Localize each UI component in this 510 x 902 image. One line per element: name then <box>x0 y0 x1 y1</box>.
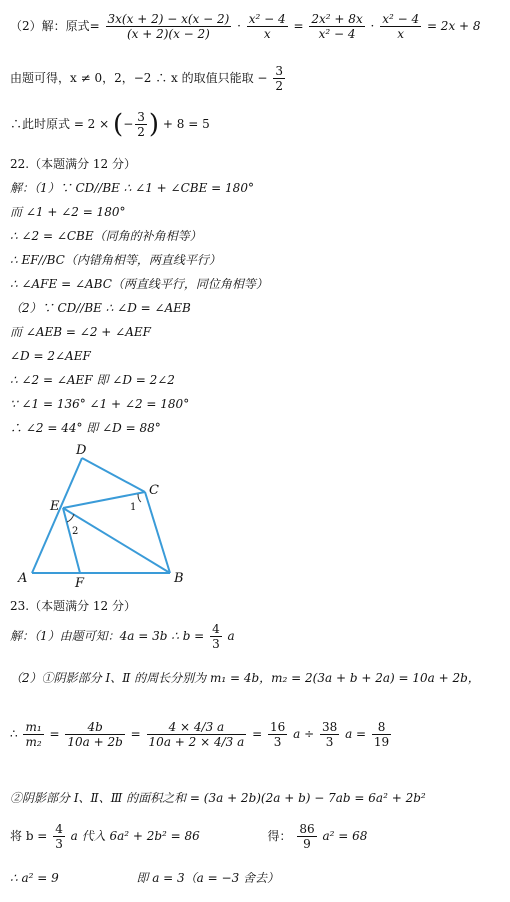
q22-title: 22.（本题满分 12 分） <box>10 157 136 171</box>
substitute-fraction: $\frac{4}{3}$ <box>55 822 63 851</box>
q23-part1-fraction: $\frac{4}{3}$ <box>212 622 220 651</box>
multiply-dot: · <box>237 19 241 33</box>
q22-line-3: ∴ ∠2 = ∠CBE（同角的补角相等） <box>10 229 202 243</box>
equals-sign: = <box>293 19 304 33</box>
label-angle-2: 2 <box>72 526 79 537</box>
ratio-fraction-5: $\frac{38}{3}$ <box>321 720 338 749</box>
fraction-1: $\frac{3x(x + 2) - x(x - 2)}{(x + 2)(x - 2)}$ <box>107 12 230 41</box>
q22-line-8: ∠D = 2∠AEF <box>10 349 91 363</box>
angle-1-arc <box>138 494 141 502</box>
q23-perimeter-line: （2）①阴影部分 Ⅰ、Ⅱ 的周长分别为 m₁ = 4b，m₂ = 2(3a + b + 2a) = 10a + 2b， <box>10 671 480 685</box>
result-label: 得： <box>267 829 292 843</box>
label-D: D <box>76 443 87 458</box>
substitute-prefix: 将 b = <box>10 829 48 843</box>
label-F: F <box>75 576 85 588</box>
evaluation-tail: + 8 = 5 <box>162 117 210 131</box>
condition-fraction: $\frac{3}{2}$ <box>275 64 283 93</box>
label-B: B <box>174 571 184 586</box>
geometry-figure <box>10 440 210 588</box>
q23-part1-text: 解：（1）由题可知：4a = 3b ∴ b = <box>10 629 205 643</box>
ratio-fraction-2: $\frac{4b}{10a + 2b}$ <box>67 720 123 749</box>
ratio-fraction-4: $\frac{16}{3}$ <box>269 720 286 749</box>
q22-line-10: ∵ ∠1 = 136° ∠1 + ∠2 = 180° <box>10 397 190 411</box>
ratio-equals-1: = <box>49 727 60 741</box>
q22-line-7: 而 ∠AEB = ∠2 + ∠AEF <box>10 325 151 339</box>
fraction-2: $\frac{\text{x² − 4}}{x}$ <box>248 12 286 41</box>
q21-condition <box>10 60 287 96</box>
therefore-sign: ∴ <box>10 727 18 741</box>
ratio-fraction-1: $\frac{\text{m₁}}{\text{m₂}}$ <box>25 720 42 749</box>
fraction-3: $\frac{\text{2x² + 8x}}{\text{x² − 4}}$ <box>311 12 363 41</box>
ratio-fraction-3: $\frac{4 \times 4/3 a}{10a + 2 \times 4/3 a}$ <box>148 720 245 749</box>
q22-line-1: 解：（1）∵ CD//BE ∴ ∠1 + ∠CBE = 180° <box>10 181 254 195</box>
q23-ratio-line <box>10 704 393 764</box>
fraction-4: $\frac{\text{x² − 4}}{x}$ <box>382 12 420 41</box>
q22-line-2: 而 ∠1 + ∠2 = 180° <box>10 205 126 219</box>
result-tail: a² = 68 <box>322 829 368 843</box>
q21-prefix: （2）解：原式= <box>10 19 100 33</box>
q22-line-4: ∴ EF//BC（内错角相等，两直线平行） <box>10 253 221 267</box>
q23-area-line: ②阴影部分 Ⅰ、Ⅱ、Ⅲ 的面积之和 = (3a + 2b)(2a + b) − 7ab = 6a² + 2b² <box>10 791 426 805</box>
multiply-dot-2: · <box>370 19 375 33</box>
a-squared-result: ∴ a² = 9 <box>10 871 59 885</box>
evaluation-fraction: $\frac{3}{2}$ <box>137 110 145 139</box>
q22-line-9: ∴ ∠2 = ∠AEF 即 ∠D = 2∠2 <box>10 373 175 387</box>
a-value-result: 即 a = 3（a = −3 舍去） <box>136 871 280 885</box>
q23-title: 23.（本题满分 12 分） <box>10 599 136 613</box>
q22-line-11: ∴ ∠2 = 44° 即 ∠D = 88° <box>10 421 161 435</box>
condition-text: 由题可得，x ≠ 0，2，−2 ∴ x 的取值只能取 − <box>10 71 268 85</box>
label-A: A <box>18 571 28 586</box>
negative-sign: − <box>123 117 134 131</box>
ratio-equals-2: = <box>130 727 141 741</box>
label-C: C <box>149 483 159 498</box>
ratio-equals-3: = <box>252 727 263 741</box>
q23-final-line <box>10 870 279 886</box>
q22-line-6: （2）∵ CD//BE ∴ ∠D = ∠AEB <box>10 301 191 315</box>
ratio-fraction-6: $\frac{8}{19}$ <box>373 720 390 749</box>
result-fraction: $\frac{86}{9}$ <box>299 822 315 851</box>
substitute-expression: a 代入 6a² + 2b² = 86 <box>70 829 200 843</box>
q21-result: = 2x + 8 <box>426 19 481 33</box>
ratio-equals-4: a = <box>345 727 367 741</box>
label-E: E <box>50 499 60 514</box>
label-angle-1: 1 <box>130 502 137 513</box>
q23-part1-tail: a <box>227 629 235 643</box>
q23-part1 <box>10 618 235 654</box>
segment-DC <box>82 458 145 492</box>
q21-simplification <box>10 6 481 46</box>
q21-evaluation: ∴此时原式 = 2 × (− $\frac{3}{2}$ ) + 8 = 5 <box>10 109 210 140</box>
ratio-divide: a ÷ <box>293 727 315 741</box>
evaluation-text: ∴此时原式 = 2 × <box>10 117 110 131</box>
q23-substitution-line <box>10 818 367 854</box>
q22-line-5: ∴ ∠AFE = ∠ABC（两直线平行，同位角相等） <box>10 277 268 291</box>
